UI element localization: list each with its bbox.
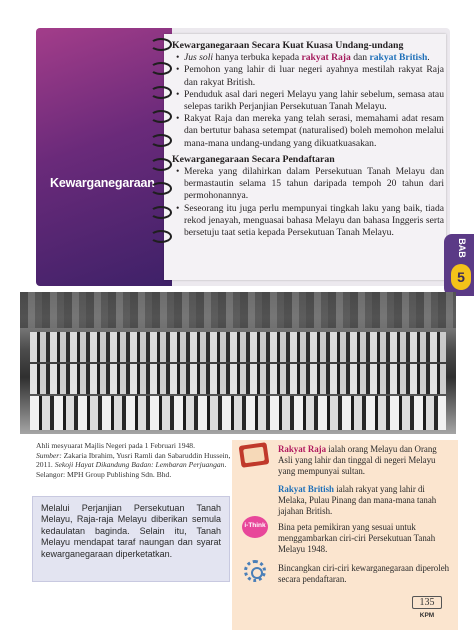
bullet-item: • Pemohon yang lahir di luar negeri ayahnya mestilah rakyat Raja dan rakyat British. [172,64,444,88]
highlight-term: rakyat Raja [301,52,351,64]
bullet-item: • Mereka yang dilahirkan dalam Persekutuan Tanah Melayu dan bermastautin selama 15 tahun daripada tempoh 20 tahun dari permohonannya. [172,166,444,203]
gear-icon [244,560,266,582]
note-rakyat-british [278,484,452,517]
bullet-text: dan [350,52,370,64]
italic-term: Jus soli [184,52,214,64]
ring-icon [150,230,172,243]
bullet-item: • Penduduk asal dari negeri Melayu yang lahir sebelum, semasa atau selepas tarikh Perjanjian Persekutuan Tanah Melayu. [172,89,444,113]
bullet-list [172,166,444,239]
note-rakyat-raja [278,444,452,477]
ithink-label: i-Think [244,522,266,529]
notes-content [172,40,444,239]
historical-photo [20,292,456,434]
page-number [412,596,442,609]
ring-icon [150,62,172,75]
photo-row [30,332,446,362]
photo-background [20,292,456,328]
highlight-term: rakyat British [369,52,428,64]
section-title: Kewarganegaraan Secara Pendaftaran [172,153,335,165]
bullet-text: . [427,52,430,64]
photo-caption [36,441,236,479]
caption-source [36,451,236,480]
bullet-item: • Rakyat Raja dan mereka yang telah serasi, memahami adat resam dan bertutur bahasa setempat (naturalised) boleh memohon melalui mana-mana undang-undang yang dikuatkuasakan. [172,113,444,150]
ring-icon [150,206,172,219]
topic-title: Kewarganegaraan [50,176,155,190]
chapter-number: 5 [451,264,471,290]
section-title: Kewarganegaraan Secara Kuat Kuasa Undang-undang [172,40,404,51]
source-label: Sumber: [36,450,62,460]
caption-main: Ahli mesyuarat Majlis Negeri pada 1 Februari 1948. [36,441,196,450]
bullet-item [172,52,444,64]
chapter-label: BAB [457,238,467,258]
ring-icon [150,134,172,147]
bullet-text: hanya terbuka kepada [213,52,302,64]
photo-row [30,396,446,430]
note-discussion: Bincangkan ciri-ciri kewarganegaraan diperoleh secara pendaftaran. [278,563,450,584]
note-term: Rakyat Raja [278,444,327,454]
source-authors: Zakaria Ibrahim, Yusri Ramli dan Sabaruddin Hussein, 2011. [36,450,231,470]
note-text: ialah orang Melayu dan Orang Asli yang lahir dan tinggal di negeri Melayu yang mempunyai sultan. [278,444,437,476]
note-text: ialah rakyat yang lahir di Melaka, Pulau Pinang dan mana-mana tanah jajahan British. [278,484,437,516]
source-title: Sekoji Hayat Dikandung Badan: Lembaran Perjuangan [54,460,225,470]
chapter-tab [444,234,474,296]
notebook-rings [150,38,174,278]
note-term: Rakyat British [278,484,334,494]
summary-box: Melalui Perjanjian Persekutuan Tanah Melayu, Raja-raja Melayu diberikan semula kedaulatan baginda. Selain itu, Tanah Melayu mendapat taraf naungan dan syarat kewarganegaraan diperketatkan. [32,496,230,582]
ring-icon [150,182,172,195]
notebook-icon [239,442,270,468]
ring-icon [150,86,172,99]
bullet-list [172,52,444,150]
note-activity: Bina peta pemikiran yang sesuai untuk menggambarkan ciri-ciri Persekutuan Tanah Melayu 1948. [278,522,436,554]
bullet-item: • Seseorang itu juga perlu mempunyai tingkah laku yang baik, tiada rekod jenayah, menguasai bahasa Melayu dan bahasa Inggeris serta bersetuju taat setia kepada Persekutuan Tanah Melayu. [172,203,444,240]
ithink-icon [242,516,268,538]
ring-icon [150,110,172,123]
source-publisher: . Selangor: MPH Group Publishing Sdn. Bhd. [36,460,227,479]
photo-row [30,364,446,394]
ring-icon [150,38,172,51]
publisher-logo: KPM [419,612,435,619]
page-number-value: 135 [412,596,442,609]
ring-icon [150,158,172,171]
